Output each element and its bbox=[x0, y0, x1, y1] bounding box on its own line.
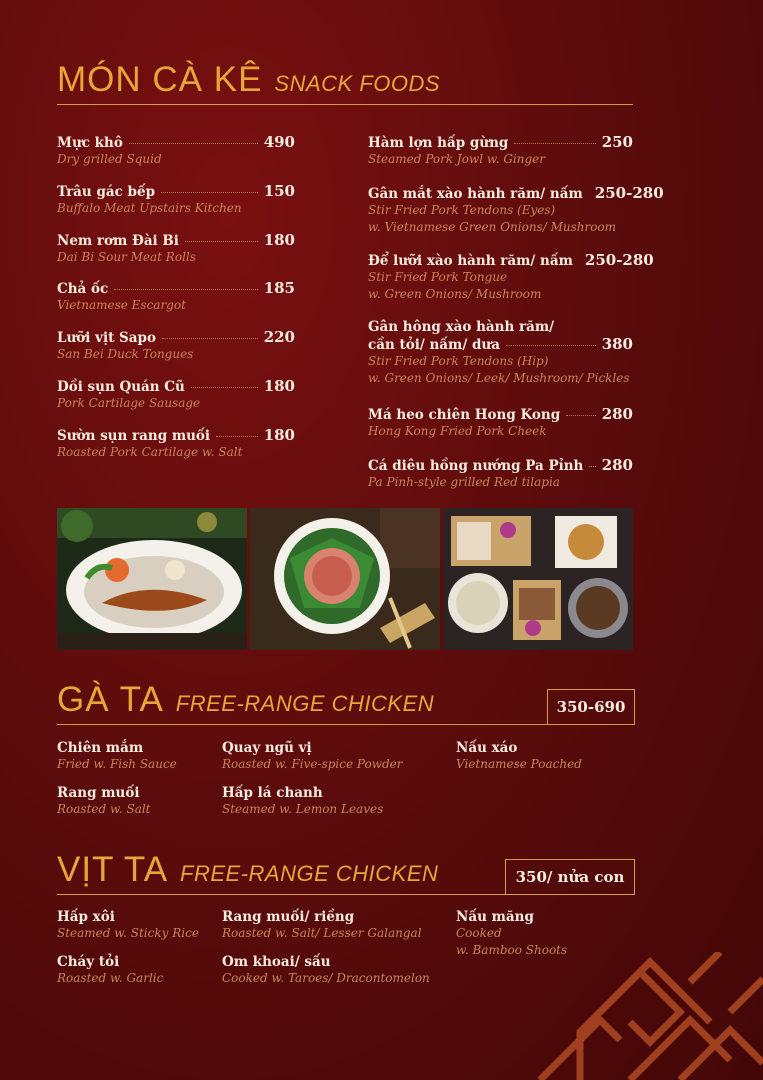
menu-item bbox=[57, 426, 295, 461]
item-english: Roasted w. Salt bbox=[57, 802, 151, 816]
item-name: Nấu măng bbox=[456, 909, 534, 925]
item-name: Gân mắt xào hành răm/ nấm bbox=[368, 186, 583, 202]
item-english: Vietnamese Poached bbox=[456, 757, 582, 771]
dot-leader bbox=[129, 143, 258, 144]
item-price: 490 bbox=[263, 133, 295, 151]
duck-section-title bbox=[57, 850, 438, 890]
menu-item bbox=[57, 377, 295, 412]
menu-item bbox=[57, 133, 295, 168]
dot-leader bbox=[185, 241, 258, 242]
item-price: 150 bbox=[263, 182, 295, 200]
dot-leader bbox=[216, 436, 258, 437]
item-english: Vietnamese Escargot bbox=[57, 298, 186, 312]
grilled-fish-photo bbox=[57, 508, 247, 650]
item-name: Nấu xáo bbox=[456, 740, 518, 756]
dot-leader bbox=[191, 387, 258, 388]
dot-leader bbox=[589, 466, 595, 467]
item-price: 185 bbox=[263, 279, 295, 297]
item-name: Rang muối bbox=[57, 785, 140, 801]
item-name: Mực khô bbox=[57, 135, 123, 151]
item-price: 180 bbox=[263, 377, 295, 395]
snack-title-en: SNACK FOODS bbox=[274, 71, 441, 96]
item-name: Cá diêu hồng nướng Pa Pỉnh bbox=[368, 458, 584, 474]
item-price: 180 bbox=[263, 231, 295, 249]
dot-leader bbox=[161, 192, 258, 193]
menu-item bbox=[368, 133, 633, 168]
item-english: Steamed Pork Jowl w. Ginger bbox=[368, 152, 546, 166]
menu-item bbox=[368, 456, 633, 491]
item-english: Roasted w. Garlic bbox=[57, 971, 164, 985]
item-english: Steamed w. Lemon Leaves bbox=[222, 802, 384, 816]
dot-leader bbox=[114, 289, 257, 290]
dot-leader bbox=[566, 415, 596, 416]
item-name: Cháy tỏi bbox=[57, 954, 120, 970]
item-price: 220 bbox=[263, 328, 295, 346]
duck-title-rule bbox=[57, 894, 505, 895]
item-name: Quay ngũ vị bbox=[222, 740, 312, 756]
item-english: San Bei Duck Tongues bbox=[57, 347, 194, 361]
menu-item bbox=[57, 740, 177, 773]
item-name: Sườn sụn rang muối bbox=[57, 428, 211, 444]
item-name: Nem rơm Đài Bi bbox=[57, 233, 179, 249]
menu-item bbox=[368, 405, 633, 440]
menu-item bbox=[57, 279, 295, 314]
menu-item bbox=[57, 954, 163, 987]
menu-item bbox=[57, 328, 295, 363]
chicken-title-rule bbox=[57, 724, 547, 725]
item-name: Hấp xôi bbox=[57, 909, 115, 925]
menu-item bbox=[57, 231, 295, 266]
meander-pattern-decoration bbox=[530, 952, 763, 1080]
item-english: Fried w. Fish Sauce bbox=[57, 757, 177, 771]
item-name: Gân hông xào hành răm/ bbox=[368, 319, 555, 335]
item-name: Chả ốc bbox=[57, 281, 109, 297]
item-price: 250-280 bbox=[584, 251, 654, 269]
dot-leader bbox=[514, 143, 595, 144]
item-english: Hong Kong Fried Pork Cheek bbox=[368, 424, 547, 438]
menu-item bbox=[368, 251, 654, 303]
chicken-title-en: FREE-RANGE CHICKEN bbox=[175, 691, 435, 716]
menu-item bbox=[222, 785, 383, 818]
item-price: 250-280 bbox=[594, 184, 664, 202]
duck-title-en: FREE-RANGE CHICKEN bbox=[180, 861, 439, 886]
item-english: Roasted w. Salt/ Lesser Galangal bbox=[222, 926, 422, 940]
item-name: Rang muối/ riềng bbox=[222, 909, 355, 925]
item-price: 250 bbox=[601, 133, 633, 151]
duck-title-vn: VỊT TA bbox=[57, 850, 169, 889]
item-english: Pa Pinh-style grilled Red tilapia bbox=[368, 475, 560, 489]
item-english: w. Green Onions/ Leek/ Mushroom/ Pickles bbox=[368, 371, 630, 385]
snack-title-rule bbox=[57, 104, 633, 105]
menu-item bbox=[57, 182, 295, 217]
item-name: Để lưỡi xào hành răm/ nấm bbox=[368, 253, 573, 269]
dot-leader bbox=[162, 338, 258, 339]
item-english: w. Vietnamese Green Onions/ Mushroom bbox=[368, 220, 617, 234]
menu-item bbox=[57, 785, 151, 818]
item-english: Dry grilled Squid bbox=[57, 152, 162, 166]
menu-item bbox=[222, 740, 403, 773]
duck-price-box: 350/ nửa con bbox=[505, 859, 635, 895]
item-english: Stir Fried Pork Tendons (Hip) bbox=[368, 354, 549, 368]
item-name: Chiên mắm bbox=[57, 740, 144, 756]
item-english: Stir Fried Pork Tendons (Eyes) bbox=[368, 203, 556, 217]
item-english: w. Green Onions/ Mushroom bbox=[368, 287, 542, 301]
chicken-title-vn: GÀ TA bbox=[57, 680, 164, 719]
item-english: Roasted w. Five-spice Powder bbox=[222, 757, 403, 771]
dot-leader bbox=[506, 345, 596, 346]
snack-title-vn: MÓN CÀ KÊ bbox=[57, 60, 263, 99]
item-english: Roasted Pork Cartilage w. Salt bbox=[57, 445, 243, 459]
item-english: Stir Fried Pork Tongue bbox=[368, 270, 508, 284]
chicken-section-title bbox=[57, 680, 434, 720]
item-english: Buffalo Meat Upstairs Kitchen bbox=[57, 201, 242, 215]
item-price: 380 bbox=[601, 335, 633, 353]
menu-item bbox=[456, 740, 582, 773]
item-name: Om khoai/ sấu bbox=[222, 954, 331, 970]
item-name: Hấp lá chanh bbox=[222, 785, 323, 801]
item-name: Lưỡi vịt Sapo bbox=[57, 330, 156, 346]
item-price: 280 bbox=[601, 405, 633, 423]
item-english: Steamed w. Sticky Rice bbox=[57, 926, 199, 940]
item-english: Cooked w. Taroes/ Dracontomelon bbox=[222, 971, 430, 985]
item-name-cont: cần tỏi/ nấm/ dưa bbox=[368, 337, 500, 353]
item-english: Dai Bi Sour Meat Rolls bbox=[57, 250, 196, 264]
item-english: w. Bamboo Shoots bbox=[456, 943, 568, 957]
menu-item bbox=[368, 184, 664, 236]
item-price: 280 bbox=[601, 456, 633, 474]
item-name: Dồi sụn Quán Cũ bbox=[57, 379, 185, 395]
item-price: 180 bbox=[263, 426, 295, 444]
snack-spread-photo bbox=[443, 508, 633, 650]
snack-section-title bbox=[57, 60, 440, 100]
menu-item bbox=[222, 909, 422, 942]
nem-leaf-platter-photo bbox=[250, 508, 440, 650]
menu-item bbox=[222, 954, 430, 987]
item-english: Cooked bbox=[456, 926, 502, 940]
chicken-price-box: 350-690 bbox=[547, 689, 635, 725]
item-name: Trâu gác bếp bbox=[57, 184, 156, 200]
item-name: Má heo chiên Hong Kong bbox=[368, 407, 561, 423]
menu-item bbox=[57, 909, 199, 942]
item-name: Hàm lợn hấp gừng bbox=[368, 135, 509, 151]
item-english: Pork Cartilage Sausage bbox=[57, 396, 201, 410]
menu-item bbox=[368, 319, 633, 387]
